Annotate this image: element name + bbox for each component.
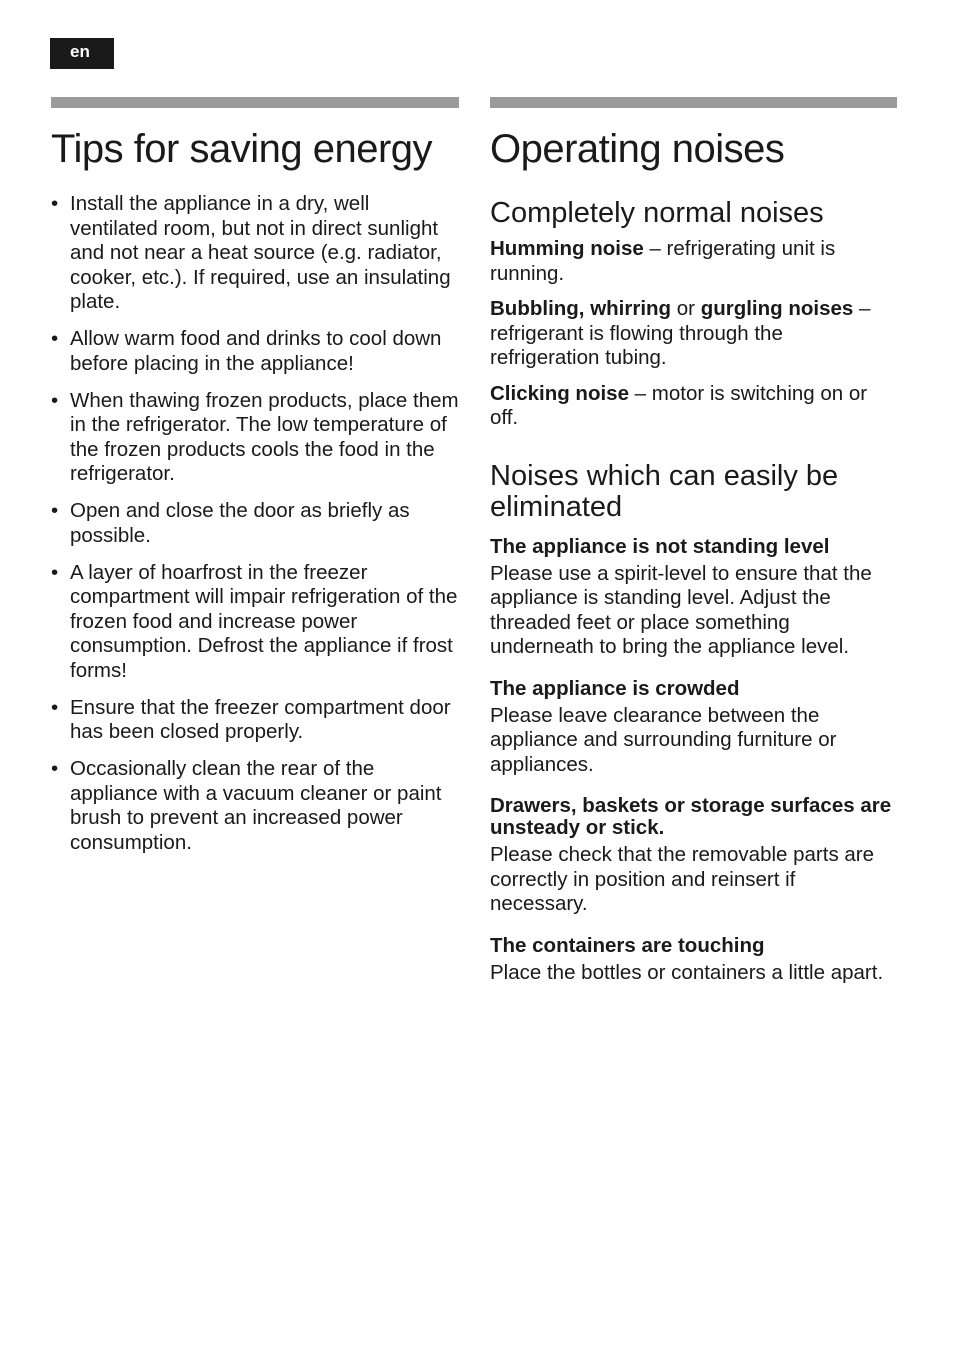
energy-tips-list xyxy=(51,192,459,855)
bullet-icon: • xyxy=(51,388,59,412)
bullet-icon: • xyxy=(51,192,59,215)
bullet-icon: • xyxy=(51,695,59,719)
tip-item xyxy=(51,389,459,487)
tip-item xyxy=(51,696,459,745)
bubbling-or-text: or xyxy=(671,297,701,320)
issue-text: Please leave clearance between the appliance and surrounding furniture or appliances. xyxy=(490,703,837,776)
tip-text: A layer of hoarfrost in the freezer compartment will impair refrigeration of the frozen food and increase power consumption. Defrost the appliance if frost forms! xyxy=(70,560,458,682)
section-rule xyxy=(490,97,897,108)
tip-item xyxy=(51,499,459,548)
tip-text: When thawing frozen products, place them in the refrigerator. The low temperature of the frozen products cools the food in the refrigerator. xyxy=(70,388,459,485)
energy-tips-column xyxy=(51,97,459,868)
tip-item xyxy=(51,192,459,315)
bullet-icon: • xyxy=(51,499,59,522)
issue-text: Please check that the removable parts are correctly in position and reinsert if necessary. xyxy=(490,843,875,915)
bubbling-noise-text: – refrigerant is flowing through the refrigeration tubing. xyxy=(490,297,871,369)
clicking-noise-text: – motor is switching on or off. xyxy=(490,381,868,429)
language-tag: en xyxy=(50,38,114,69)
gurgling-noise-label: gurgling noises xyxy=(700,297,854,320)
bubbling-noise-label: Bubbling, whirring xyxy=(490,297,672,320)
issue-title: The containers are touching xyxy=(490,933,765,957)
operating-noises-title: Operating noises xyxy=(490,127,785,171)
bullet-icon: • xyxy=(51,560,59,584)
issue-title: Drawers, baskets or storage surfaces are unsteady or stick. xyxy=(490,794,892,839)
issue-title: The appliance is crowded xyxy=(490,676,740,700)
issue-title: The appliance is not standing level xyxy=(490,534,830,558)
section-rule xyxy=(51,97,459,108)
tip-text: Install the appliance in a dry, well ventilated room, but not in direct sunlight and not near a heat source (e.g. radiator, cooker, etc.). If required, use an insulating plate. xyxy=(70,192,451,313)
humming-noise-label: Humming noise xyxy=(490,237,644,260)
tip-text: Allow warm food and drinks to cool down before placing in the appliance! xyxy=(70,327,442,375)
tip-text: Ensure that the freezer compartment door has been closed properly. xyxy=(70,695,451,743)
tip-text: Occasionally clean the rear of the appliance with a vacuum cleaner or paint brush to prevent an increased power consumption. xyxy=(70,757,442,854)
tip-item xyxy=(51,561,459,684)
bullet-icon: • xyxy=(51,327,59,350)
clicking-noise-label: Clicking noise xyxy=(490,381,629,405)
eliminable-noises-heading: Noises which can easily be eliminated xyxy=(490,459,839,523)
humming-noise-paragraph xyxy=(490,237,897,286)
clicking-noise-paragraph xyxy=(490,382,897,431)
tip-text: Open and close the door as briefly as possible. xyxy=(70,499,410,547)
normal-noises-heading: Completely normal noises xyxy=(490,197,824,229)
tip-item xyxy=(51,327,459,376)
energy-tips-title: Tips for saving energy xyxy=(51,127,433,171)
bullet-icon: • xyxy=(51,757,59,780)
tip-item xyxy=(51,757,459,855)
humming-noise-text: – refrigerating unit is running. xyxy=(490,237,836,285)
issue-text: Place the bottles or containers a little apart. xyxy=(490,960,884,984)
bubbling-noise-paragraph xyxy=(490,297,897,371)
operating-noises-column xyxy=(490,97,897,985)
issue-text: Please use a spirit-level to ensure that the appliance is standing level. Adjust the threaded feet or place something underneath to bring the appliance level. xyxy=(490,561,872,658)
